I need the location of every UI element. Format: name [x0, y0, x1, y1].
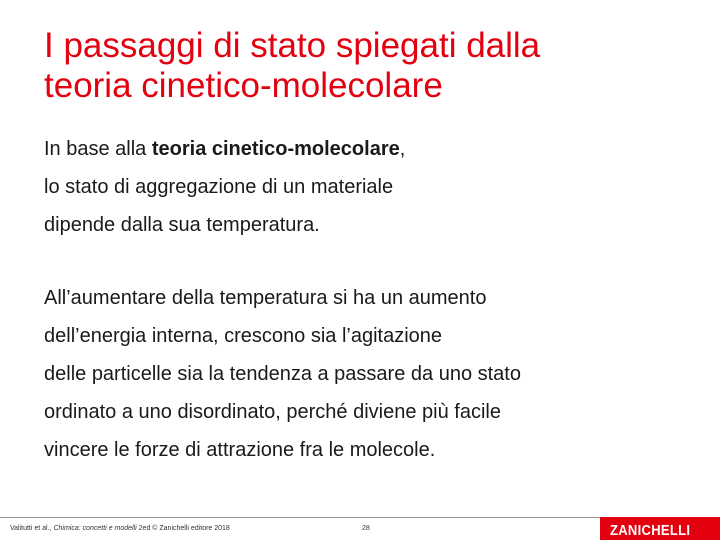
- slide-title-line-1: I passaggi di stato spiegati dalla: [44, 26, 541, 65]
- footer-credit: [10, 524, 230, 533]
- page-number: 28: [362, 525, 370, 532]
- footer-credit-suffix: 2ed © Zanichelli editore 2018: [136, 525, 230, 532]
- footer-credit-prefix: Valitutti et al.,: [10, 525, 54, 532]
- zanichelli-logo: [600, 517, 720, 540]
- paragraph-1-line-3: dipende dalla sua temperatura.: [44, 214, 320, 236]
- paragraph-2-line: ordinato a uno disordinato, perché diviene più facile: [44, 401, 501, 423]
- paragraph-2-line: dell’energia interna, crescono sia l’agitazione: [44, 325, 443, 347]
- slide-body: [44, 130, 684, 469]
- paragraph-2: [44, 279, 684, 469]
- slide-title: [44, 26, 684, 106]
- paragraph-1-line-1: [44, 130, 684, 168]
- paragraph-1-line-2: lo stato di aggregazione di un materiale: [44, 176, 394, 198]
- slide-title-line-2: teoria cinetico-molecolare: [44, 66, 443, 105]
- logo-text: ZANICHELLI: [610, 521, 691, 539]
- paragraph-2-line: vincere le forze di attrazione fra le molecole.: [44, 439, 436, 461]
- paragraph-1-line-1-prefix: In base alla: [44, 138, 152, 160]
- paragraph-2-line: All’aumentare della temperatura si ha un aumento: [44, 287, 487, 309]
- paragraph-2-line: delle particelle sia la tendenza a passare da uno stato: [44, 363, 521, 385]
- paragraph-1-bold-term: teoria cinetico-molecolare: [151, 138, 400, 160]
- paragraph-1-line-1-suffix: ,: [399, 138, 406, 160]
- paragraph-1: [44, 130, 684, 244]
- footer-credit-title: Chimica: concetti e modelli: [53, 525, 137, 532]
